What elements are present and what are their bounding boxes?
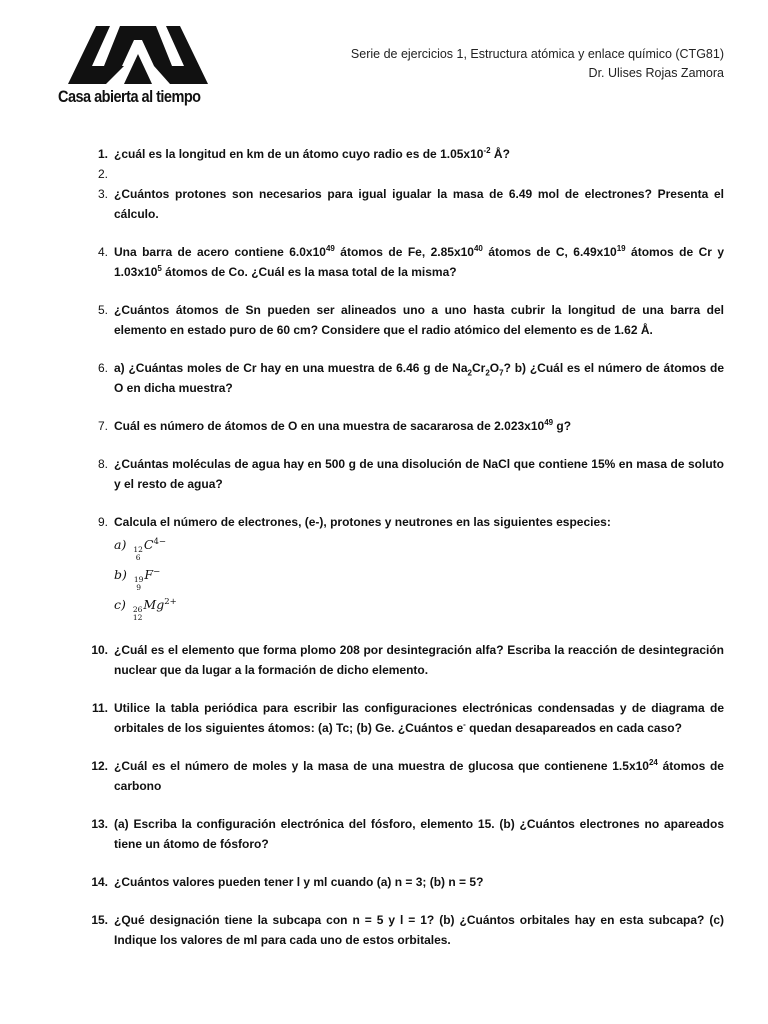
question-number: 8.	[97, 457, 108, 471]
question-text: ¿Cuántos valores pueden tener l y ml cuando (a) n = 3; (b) n = 5?	[114, 875, 484, 889]
question-text: Calcula el número de electrones, (e-), protones y neutrones en las siguientes especies:	[114, 515, 611, 529]
question-text: ¿Qué designación tiene la subcapa con n = 5 y l = 1? (b) ¿Cuántos orbitales hay en esta subcapa? (c) Indique los valores de ml para cada uno de estos orbitales.	[114, 913, 724, 947]
question-11	[84, 698, 724, 738]
question-text: Una barra de acero contiene $6.0x10^{49}$ átomos de Fe, $2.85x10^{40}$ átomos de C, $6.49x10^{19}$ átomos de Cr y $1.03x10^5$ átomos de Co. ¿Cuál es la masa total de la misma?	[114, 244, 725, 279]
question-8	[84, 454, 724, 494]
question-text: ¿Cuántos protones son necesarios para igual igualar la masa de 6.49 mol de electrones? Presenta el cálculo.	[114, 187, 724, 221]
question-6	[84, 358, 724, 398]
question-13	[84, 814, 724, 854]
species-c: c) 26 12 $Mg^{2+}$	[114, 597, 177, 622]
question-number: 13.	[91, 817, 108, 831]
uam-logo-mark	[58, 26, 218, 84]
question-text: ¿Cuántos átomos de Sn pueden ser alineados uno a uno hasta cubrir la longitud de una barra del elemento en estado puro de 60 cm? Considere que el radio atómico del elemento es de 1.62 Å.	[114, 303, 724, 337]
question-10	[84, 640, 724, 680]
question-number: 6.	[97, 361, 108, 375]
question-number: 7.	[97, 419, 108, 433]
question-text: Cuál es número de átomos de O en una muestra de sacararosa de $2.023x10^{49}$ g?	[114, 418, 572, 433]
question-4	[84, 242, 724, 282]
question-number: 15.	[91, 913, 108, 927]
question-3	[84, 184, 724, 224]
question-1	[84, 144, 724, 164]
question-number: 10.	[91, 643, 108, 657]
question-number: 14.	[91, 875, 108, 889]
uam-logo	[58, 26, 218, 110]
question-text: ¿Cuál es el número de moles y la masa de una muestra de glucosa que contienene $1.5x10^{24}$ átomos de carbono	[114, 758, 724, 793]
question-2	[84, 164, 724, 184]
question-number: 1.	[97, 147, 108, 161]
document-header	[351, 45, 724, 83]
question-7	[84, 416, 724, 436]
species-b: b) 19 9 F−	[114, 567, 161, 592]
question-text: (a) Escriba la configuración electrónica del fósforo, elemento 15. (b) ¿Cuántos electrones no apareados tiene un átomo de fósforo?	[114, 817, 724, 851]
question-number: 9.	[97, 515, 108, 529]
course-title: Serie de ejercicios 1, Estructura atómica y enlace químico (CTG81)	[350, 47, 724, 61]
question-text: ¿cuál es la longitud en km de un átomo cuyo radio es de $1.05x10^{-2}$ Å?	[114, 146, 510, 161]
question-14	[84, 872, 724, 892]
question-number: 5.	[97, 303, 108, 317]
question-number: 2.	[97, 167, 108, 181]
species-a: a) 12 6 $C^{4-}$	[114, 537, 166, 562]
question-9	[84, 512, 724, 622]
question-5	[84, 300, 724, 340]
question-text: a) ¿Cuántas moles de Cr hay en una muestra de 6.46 g de $Na_2Cr_2O_7$? b) ¿Cuál es el número de átomos de O en dicha muestra?	[114, 361, 724, 395]
question-number: 4.	[97, 245, 108, 259]
question-number: 3.	[97, 187, 108, 201]
question-12	[84, 756, 724, 796]
question-15	[84, 910, 724, 950]
author-name: Dr. Ulises Rojas Zamora	[588, 66, 724, 80]
question-text: ¿Cuántas moléculas de agua hay en 500 g de una disolución de NaCl que contiene 15% en masa de soluto y el resto de agua?	[114, 457, 724, 491]
question-text: Utilice la tabla periódica para escribir las configuraciones electrónicas condensadas y de diagrama de orbitales de los siguientes átomos: (a) Tc; (b) Ge. ¿Cuántos e- quedan desapareados en cada caso?	[114, 701, 724, 735]
logo-text: Casa abierta al tiempo	[58, 88, 201, 106]
question-number: 11.	[91, 701, 108, 715]
question-list	[84, 144, 724, 968]
question-number: 12.	[91, 759, 108, 773]
question-text: ¿Cuál es el elemento que forma plomo 208 por desintegración alfa? Escriba la reacción de desintegración nuclear que da lugar a la formación de dicho elemento.	[114, 643, 724, 677]
